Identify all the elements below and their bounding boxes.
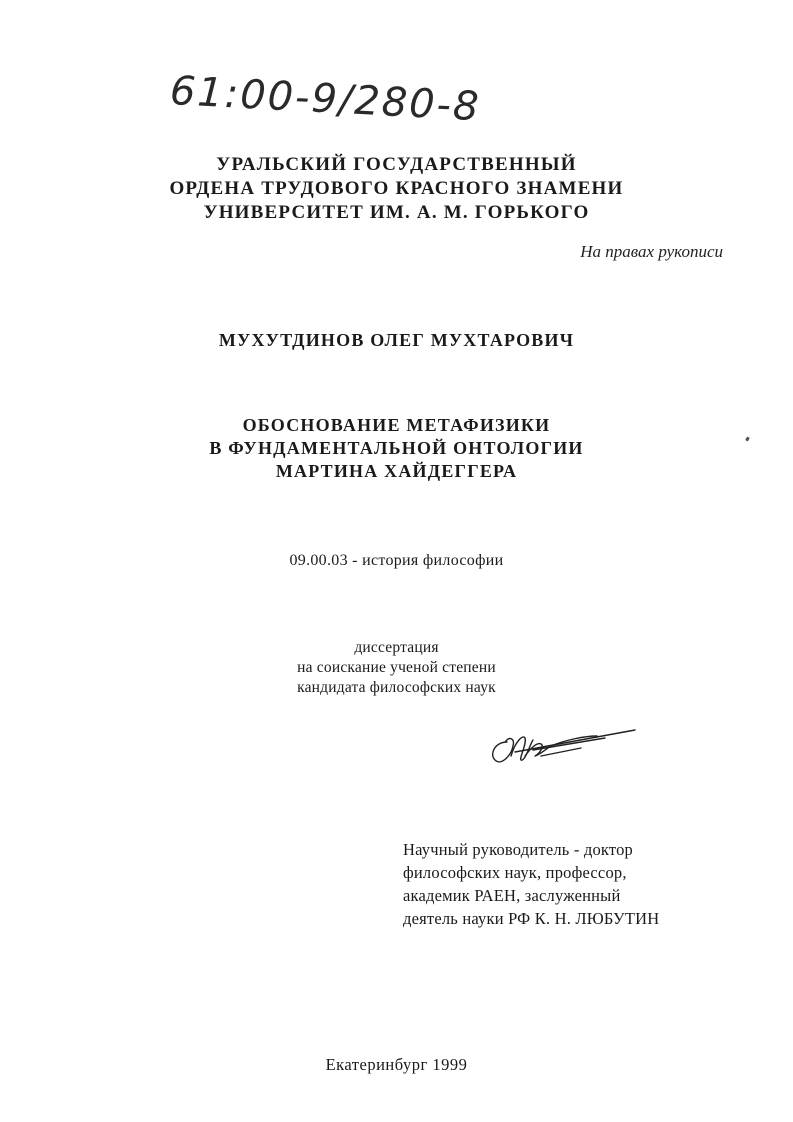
advisor-line-2: философских наук, профессор, <box>403 863 627 882</box>
university-name <box>0 153 793 225</box>
title-line-2: В ФУНДАМЕНТАЛЬНОЙ ОНТОЛОГИИ <box>209 438 584 458</box>
university-line-3: УНИВЕРСИТЕТ ИМ. А. М. ГОРЬКОГО <box>203 202 590 223</box>
degree-line-2: на соискание ученой степени <box>297 659 496 676</box>
degree-line-1: диссертация <box>354 639 439 656</box>
university-line-2: ОРДЕНА ТРУДОВОГО КРАСНОГО ЗНАМЕНИ <box>169 178 624 199</box>
author-signature <box>485 712 645 772</box>
advisor-line-3: академик РАЕН, заслуженный <box>403 886 621 905</box>
scientific-advisor <box>403 838 659 930</box>
archive-code-handwritten: 61:00-9/280-8 <box>168 68 482 131</box>
manuscript-rights-note: На правах рукописи <box>580 242 723 261</box>
title-line-1: ОБОСНОВАНИЕ МЕТАФИЗИКИ <box>242 415 551 435</box>
dissertation-title <box>0 414 793 483</box>
city-and-year: Екатеринбург 1999 <box>325 1055 468 1074</box>
advisor-line-4: деятель науки РФ К. Н. ЛЮБУТИН <box>403 909 660 928</box>
speciality-code: 09.00.03 - история философии <box>289 552 504 569</box>
degree-line-3: кандидата философских наук <box>297 679 496 696</box>
advisor-line-1: Научный руководитель - доктор <box>403 840 633 859</box>
degree-statement <box>0 638 793 698</box>
author-name: МУХУТДИНОВ ОЛЕГ МУХТАРОВИЧ <box>218 330 575 350</box>
university-line-1: УРАЛЬСКИЙ ГОСУДАРСТВЕННЫЙ <box>216 154 577 175</box>
title-line-3: МАРТИНА ХАЙДЕГГЕРА <box>275 461 518 481</box>
